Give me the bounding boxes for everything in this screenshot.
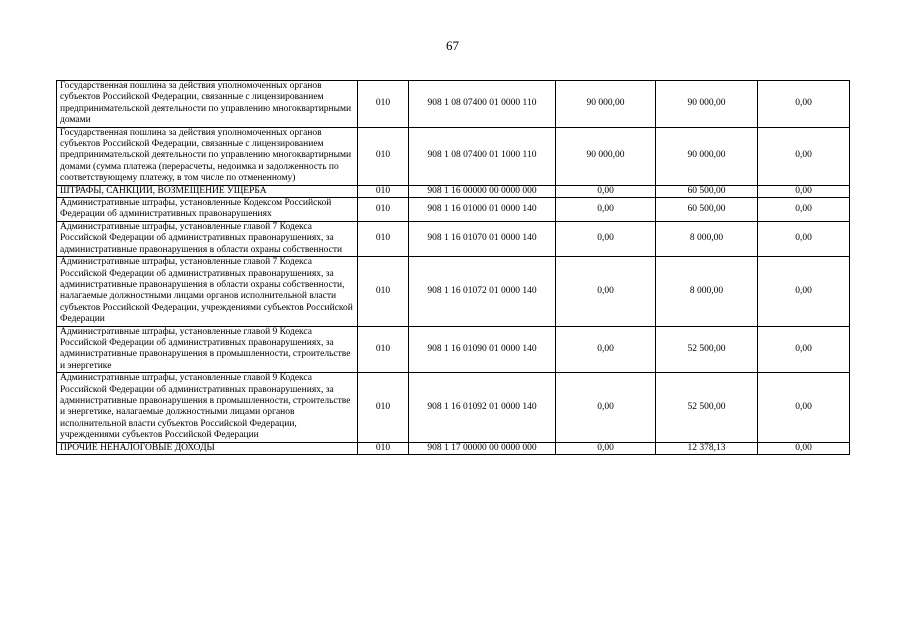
- income-name: Государственная пошлина за действия уполномоченных органов субъектов Российской Федерации, связанные с лицензированием предпринимательской деятельности по управлению многоквартирными домами (сумма платежа (перерасчеты, недоимка и задолженность по соответствующему платежу, в том числе по отмененному): [57, 127, 358, 185]
- budget-classification-code: 908 1 16 00000 00 0000 000: [409, 185, 556, 197]
- approved-amount: 0,00: [556, 442, 656, 454]
- unexecuted-amount: 0,00: [758, 198, 850, 222]
- table-row: [57, 127, 850, 185]
- budget-classification-code: 908 1 16 01000 01 0000 140: [409, 198, 556, 222]
- approved-amount: 90 000,00: [556, 81, 656, 128]
- budget-classification-code: 908 1 16 01090 01 0000 140: [409, 326, 556, 373]
- income-name: Административные штрафы, установленные главой 9 Кодекса Российской Федерации об административных правонарушениях, за административные правонарушения в промышленности, строительстве и энергетике: [57, 326, 358, 373]
- unexecuted-amount: 0,00: [758, 221, 850, 256]
- executed-amount: 8 000,00: [656, 221, 758, 256]
- income-name: Административные штрафы, установленные главой 9 Кодекса Российской Федерации об административных правонарушениях, за административные правонарушения в промышленности, строительстве и энергетике, налагаемые должностными лицами органов исполнительной власти субъектов Российской Федерации, учреждениями субъектов Российской Федерации: [57, 373, 358, 442]
- approved-amount: 0,00: [556, 185, 656, 197]
- line-code: 010: [358, 257, 409, 326]
- table-row: [57, 81, 850, 128]
- executed-amount: 52 500,00: [656, 373, 758, 442]
- income-name: Административные штрафы, установленные главой 7 Кодекса Российской Федерации об административных правонарушениях, за административные правонарушения в области охраны собственности, налагаемые должностными лицами органов исполнительной власти субъектов Российской Федерации, учреждениями субъектов Российской Федерации: [57, 257, 358, 326]
- table-row: [57, 326, 850, 373]
- unexecuted-amount: 0,00: [758, 442, 850, 454]
- budget-classification-code: 908 1 08 07400 01 1000 110: [409, 127, 556, 185]
- line-code: 010: [358, 442, 409, 454]
- income-name: Административные штрафы, установленные главой 7 Кодекса Российской Федерации об административных правонарушениях, за административные правонарушения в области охраны собственности: [57, 221, 358, 256]
- line-code: 010: [358, 198, 409, 222]
- line-code: 010: [358, 221, 409, 256]
- budget-classification-code: 908 1 16 01072 01 0000 140: [409, 257, 556, 326]
- table-row-section: [57, 442, 850, 454]
- income-name: Государственная пошлина за действия уполномоченных органов субъектов Российской Федерации, связанные с лицензированием предпринимательской деятельности по управлению многоквартирными домами: [57, 81, 358, 128]
- table-row: [57, 221, 850, 256]
- unexecuted-amount: 0,00: [758, 127, 850, 185]
- executed-amount: 60 500,00: [656, 198, 758, 222]
- executed-amount: 90 000,00: [656, 127, 758, 185]
- unexecuted-amount: 0,00: [758, 185, 850, 197]
- line-code: 010: [358, 127, 409, 185]
- budget-classification-code: 908 1 16 01092 01 0000 140: [409, 373, 556, 442]
- executed-amount: 90 000,00: [656, 81, 758, 128]
- budget-classification-code: 908 1 08 07400 01 0000 110: [409, 81, 556, 128]
- executed-amount: 8 000,00: [656, 257, 758, 326]
- income-name: ПРОЧИЕ НЕНАЛОГОВЫЕ ДОХОДЫ: [57, 442, 358, 454]
- page-number: 67: [446, 38, 459, 53]
- executed-amount: 60 500,00: [656, 185, 758, 197]
- unexecuted-amount: 0,00: [758, 81, 850, 128]
- line-code: 010: [358, 185, 409, 197]
- unexecuted-amount: 0,00: [758, 257, 850, 326]
- approved-amount: 0,00: [556, 373, 656, 442]
- income-name: Административные штрафы, установленные Кодексом Российской Федерации об административных правонарушениях: [57, 198, 358, 222]
- table-row-section: [57, 185, 850, 197]
- approved-amount: 90 000,00: [556, 127, 656, 185]
- line-code: 010: [358, 326, 409, 373]
- table-row: [57, 257, 850, 326]
- approved-amount: 0,00: [556, 198, 656, 222]
- executed-amount: 12 378,13: [656, 442, 758, 454]
- table-row: [57, 198, 850, 222]
- income-name: ШТРАФЫ, САНКЦИИ, ВОЗМЕЩЕНИЕ УЩЕРБА: [57, 185, 358, 197]
- revenue-table: [56, 80, 850, 455]
- approved-amount: 0,00: [556, 221, 656, 256]
- unexecuted-amount: 0,00: [758, 326, 850, 373]
- executed-amount: 52 500,00: [656, 326, 758, 373]
- table-row: [57, 373, 850, 442]
- unexecuted-amount: 0,00: [758, 373, 850, 442]
- budget-classification-code: 908 1 17 00000 00 0000 000: [409, 442, 556, 454]
- approved-amount: 0,00: [556, 257, 656, 326]
- approved-amount: 0,00: [556, 326, 656, 373]
- budget-classification-code: 908 1 16 01070 01 0000 140: [409, 221, 556, 256]
- line-code: 010: [358, 81, 409, 128]
- line-code: 010: [358, 373, 409, 442]
